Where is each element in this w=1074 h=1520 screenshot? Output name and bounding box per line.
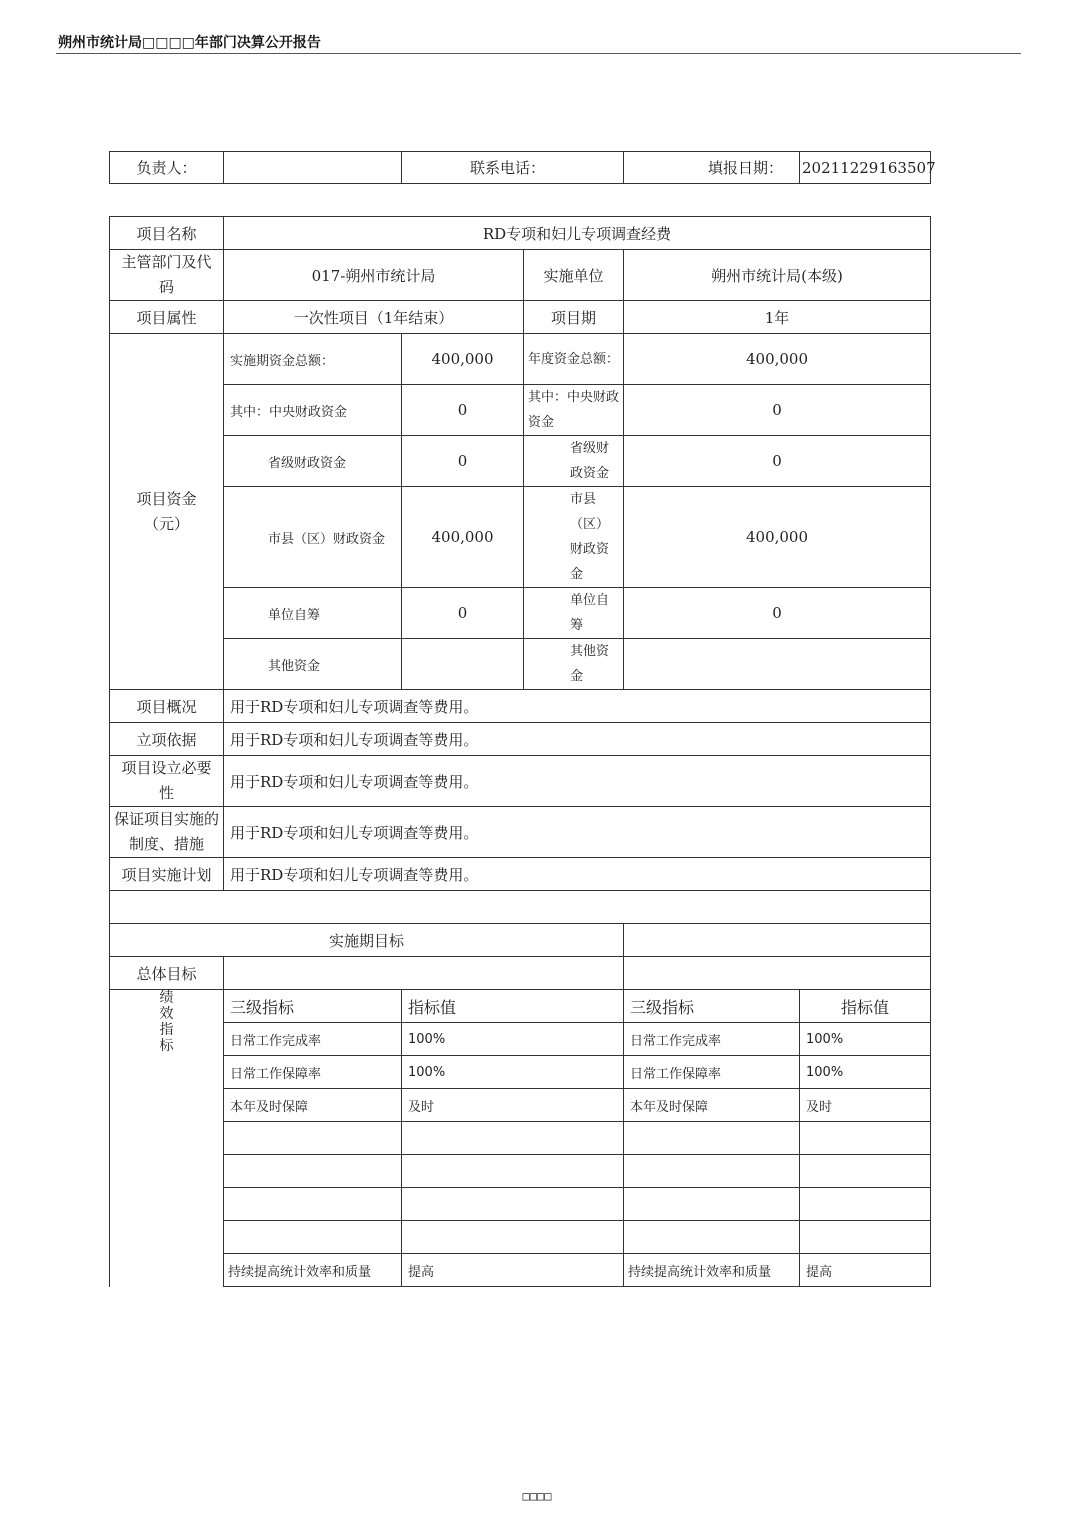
desc-value: 用于RD专项和妇儿专项调查等费用。: [224, 858, 931, 891]
fund-row: [110, 588, 931, 639]
fund-right-label: 单位自筹: [524, 588, 624, 639]
desc-row: [110, 723, 931, 756]
perf-label: 绩效指标: [159, 990, 174, 1054]
page-header: [56, 30, 1021, 54]
fund-left-label: 市县（区）财政资金: [224, 487, 402, 588]
value-right: [800, 1122, 931, 1155]
desc-label: 立项依据: [110, 723, 224, 756]
date-label: 填报日期：: [624, 152, 800, 184]
indicator-right: 持续提高统计效率和质量: [624, 1254, 800, 1287]
col-value-right: 指标值: [800, 990, 931, 1023]
indicator-row: [110, 1089, 931, 1122]
fund-left-label: 省级财政资金: [224, 436, 402, 487]
dept-row: [110, 250, 931, 301]
empty-cell: [110, 891, 931, 924]
desc-value: 用于RD专项和妇儿专项调查等费用。: [224, 807, 931, 858]
attr-value: 一次性项目（1年结束）: [224, 301, 524, 334]
fund-row: [110, 487, 931, 588]
value-right: 100%: [800, 1023, 931, 1056]
fund-left-label: 单位自筹: [224, 588, 402, 639]
fund-row: [110, 385, 931, 436]
value-left: 100%: [402, 1023, 624, 1056]
project-name-row: [110, 217, 931, 250]
indicator-right: [624, 1155, 800, 1188]
value-right: [800, 1188, 931, 1221]
project-name-value: RD专项和妇儿专项调查经费: [224, 217, 931, 250]
desc-row: [110, 756, 931, 807]
desc-value: 用于RD专项和妇儿专项调查等费用。: [224, 723, 931, 756]
project-name-label: 项目名称: [110, 217, 224, 250]
empty-cell: [624, 924, 931, 957]
desc-value: 用于RD专项和妇儿专项调查等费用。: [224, 756, 931, 807]
fund-right-label: 市县（区）财政资金: [524, 487, 624, 588]
indicator-header-row: [110, 990, 931, 1023]
fund-left-value: [402, 639, 524, 690]
fund-right-value: 0: [624, 436, 931, 487]
attr-label: 项目属性: [110, 301, 224, 334]
indicator-row: [110, 1122, 931, 1155]
indicator-row: [110, 1254, 931, 1287]
desc-row: [110, 858, 931, 891]
fund-left-value: 400,000: [402, 487, 524, 588]
col-indicator-left: 三级指标: [224, 990, 402, 1023]
value-left: 100%: [402, 1056, 624, 1089]
value-left: 提高: [402, 1254, 624, 1287]
fund-left-value: 0: [402, 385, 524, 436]
indicator-right: 本年及时保障: [624, 1089, 800, 1122]
indicator-left: 日常工作完成率: [224, 1023, 402, 1056]
spacer-row: [110, 891, 931, 924]
indicator-row: [110, 1188, 931, 1221]
indicator-right: [624, 1122, 800, 1155]
dept-value: 017-朔州市统计局: [224, 250, 524, 301]
fund-right-value: 0: [624, 385, 931, 436]
value-left: 及时: [402, 1089, 624, 1122]
fund-right-value: 400,000: [624, 334, 931, 385]
fund-row: [110, 639, 931, 690]
unit-label: 实施单位: [524, 250, 624, 301]
fund-left-label: 其他资金: [224, 639, 402, 690]
dept-label: 主管部门及代码: [110, 250, 224, 301]
page-number: □□□□: [522, 1489, 552, 1503]
desc-label: 项目设立必要性: [110, 756, 224, 807]
value-left: [402, 1122, 624, 1155]
desc-label: 项目实施计划: [110, 858, 224, 891]
desc-label: 项目概况: [110, 690, 224, 723]
fund-right-label: 其中：中央财政资金: [524, 385, 624, 436]
period-label: 项目期: [524, 301, 624, 334]
desc-row: [110, 807, 931, 858]
indicator-left: 日常工作保障率: [224, 1056, 402, 1089]
date-value: 20211229163507: [800, 152, 931, 184]
page-header-title: 朔州市统计局□□□□年部门决算公开报告: [58, 35, 321, 51]
fund-right-label: 省级财政资金: [524, 436, 624, 487]
desc-label: 保证项目实施的制度、措施: [110, 807, 224, 858]
col-indicator-right: 三级指标: [624, 990, 800, 1023]
indicator-left: 持续提高统计效率和质量: [224, 1254, 402, 1287]
period-goal-label: 实施期目标: [110, 924, 624, 957]
fund-right-value: 400,000: [624, 487, 931, 588]
responsible-label: 负责人：: [110, 152, 224, 184]
value-right: 提高: [800, 1254, 931, 1287]
fund-section-label: 项目资金（元）: [110, 334, 224, 690]
period-goal-row: [110, 924, 931, 957]
indicator-row: [110, 1155, 931, 1188]
value-right: [800, 1221, 931, 1254]
indicator-left: [224, 1155, 402, 1188]
unit-value: 朔州市统计局(本级): [624, 250, 931, 301]
indicator-row: [110, 1023, 931, 1056]
value-right: 100%: [800, 1056, 931, 1089]
info-row: [110, 152, 931, 184]
value-left: [402, 1155, 624, 1188]
fund-left-value: 0: [402, 436, 524, 487]
fund-right-value: [624, 639, 931, 690]
overall-goal-right: [624, 957, 931, 990]
value-left: [402, 1188, 624, 1221]
responsible-value: [224, 152, 402, 184]
fund-right-value: 0: [624, 588, 931, 639]
desc-value: 用于RD专项和妇儿专项调查等费用。: [224, 690, 931, 723]
indicator-right: [624, 1188, 800, 1221]
col-value-left: 指标值: [402, 990, 624, 1023]
indicator-row: [110, 1056, 931, 1089]
indicator-right: 日常工作完成率: [624, 1023, 800, 1056]
fund-right-label: 其他资金: [524, 639, 624, 690]
fund-right-label: 年度资金总额：: [524, 334, 624, 385]
indicator-left: [224, 1122, 402, 1155]
desc-row: [110, 690, 931, 723]
fund-left-label: 实施期资金总额：: [224, 334, 402, 385]
fund-row: [110, 436, 931, 487]
indicator-right: 日常工作保障率: [624, 1056, 800, 1089]
fund-left-value: 0: [402, 588, 524, 639]
indicator-left: [224, 1188, 402, 1221]
perf-label-cell: [110, 990, 224, 1287]
fund-row: [110, 334, 931, 385]
phone-label: 联系电话：: [402, 152, 624, 184]
indicator-right: [624, 1221, 800, 1254]
overall-goal-label: 总体目标: [110, 957, 224, 990]
indicator-left: [224, 1221, 402, 1254]
value-left: [402, 1221, 624, 1254]
value-right: [800, 1155, 931, 1188]
info-table: [109, 151, 936, 184]
project-table: [109, 216, 931, 1287]
fund-left-value: 400,000: [402, 334, 524, 385]
fund-left-label: 其中：中央财政资金: [224, 385, 402, 436]
indicator-row: [110, 1221, 931, 1254]
period-value: 1年: [624, 301, 931, 334]
value-right: 及时: [800, 1089, 931, 1122]
indicator-left: 本年及时保障: [224, 1089, 402, 1122]
attr-row: [110, 301, 931, 334]
overall-goal-left: [224, 957, 624, 990]
overall-goal-row: [110, 957, 931, 990]
